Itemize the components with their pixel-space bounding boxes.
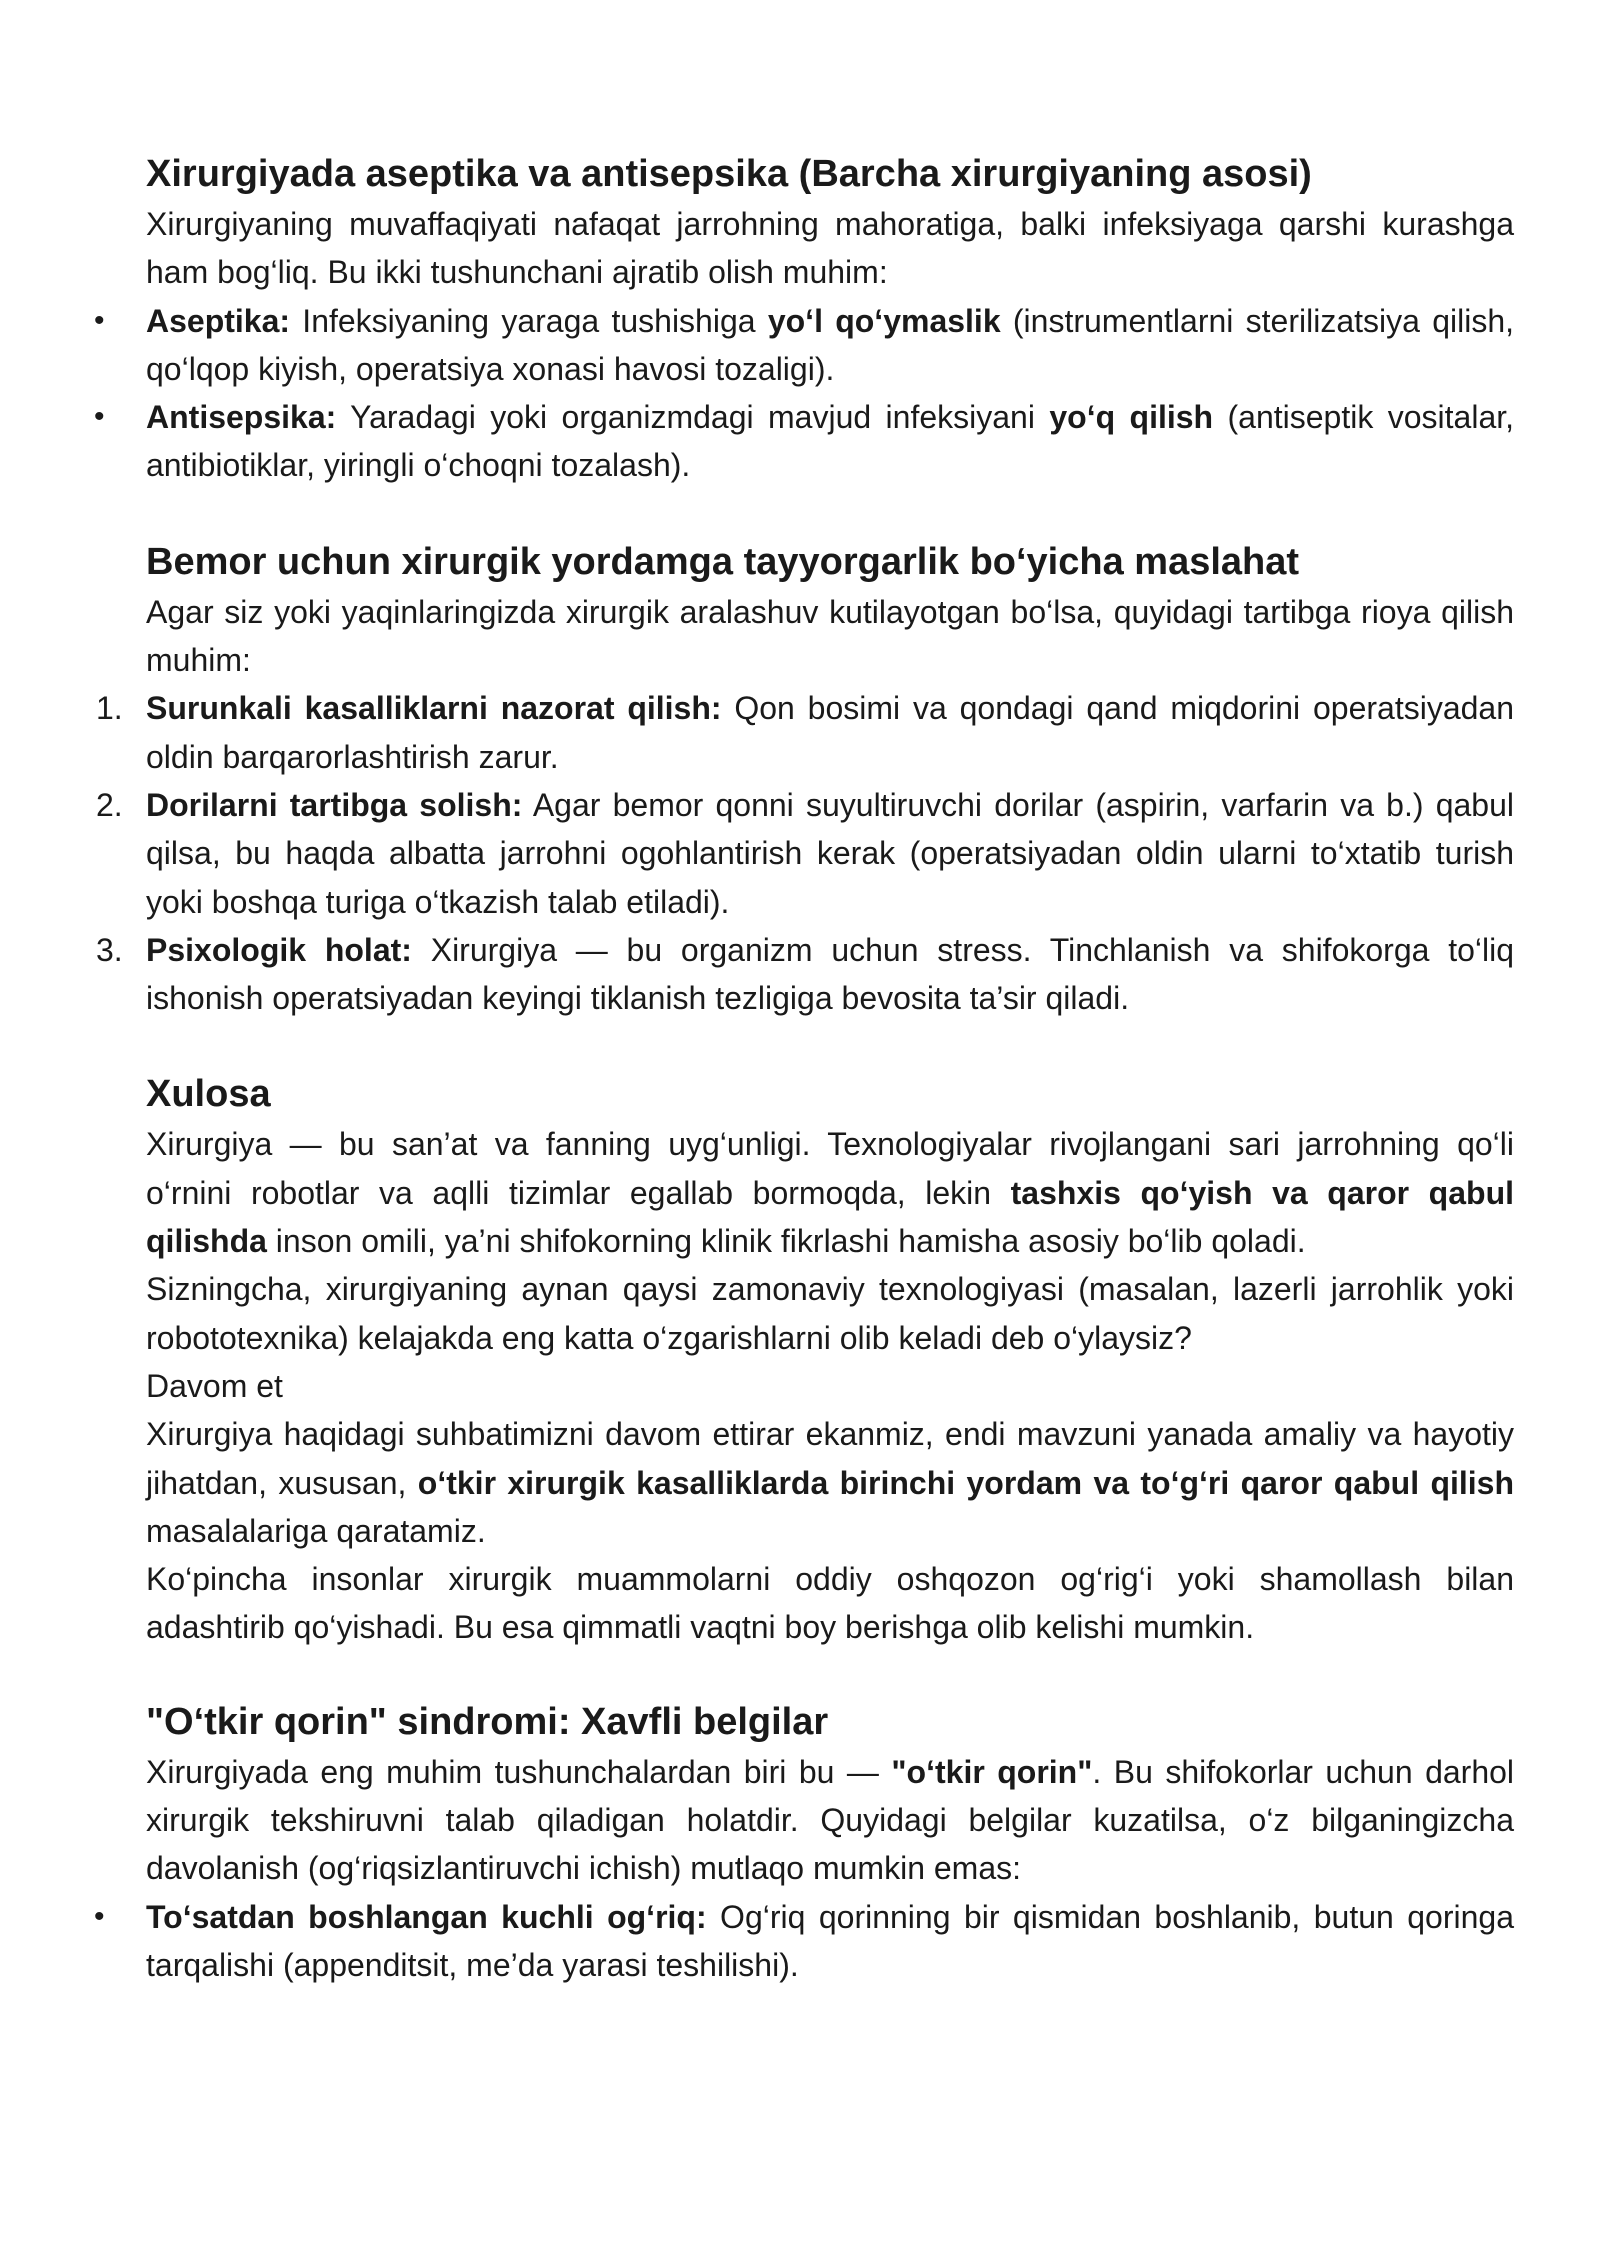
text-span: masalalariga qaratamiz. [146, 1512, 486, 1549]
text-span: Xirurgiyada eng muhim tushunchalardan biri bu — [146, 1753, 892, 1790]
paragraph: Agar siz yoki yaqinlaringizda xirurgik aralashuv kutilayotgan bo‘lsa, quyidagi tartibga rioya qilish muhim: [146, 593, 1514, 679]
list-item [96, 926, 1515, 1023]
term-bold: Antisepsika: [146, 399, 337, 436]
section-title-acute-abdomen: "O‘tkir qorin" sindromi: Xavfli belgilar [146, 1700, 829, 1743]
text-span: Infeksiyaning yaraga tushishiga [290, 302, 768, 339]
text-span: Og‘riq qorinning bir qismidan boshlanib, butun qoringa tarqalishi (appenditsit, me’da yarasi teshilishi). [146, 1898, 1515, 1983]
paragraph: Xirurgiyaning muvaffaqiyati nafaqat jarrohning mahoratiga, balki infeksiyaga qarshi kurashga ham bog‘liq. Bu ikki tushunchani ajratib olish muhim: [146, 206, 1514, 291]
text-span: Qon bosimi va qondagi qand miqdorini operatsiyadan oldin barqarorlashtirish zarur. [146, 690, 1515, 775]
text-span: inson omili, ya’ni shifokorning klinik fikrlashi hamisha asosiy bo‘lib qoladi. [266, 1223, 1306, 1260]
text-span: (instrumentlarni sterilizatsiya qilish, qo‘lqop kiyish, operatsiya xonasi havosi tozaligi). [146, 302, 1515, 387]
bullet-marker: • [94, 1899, 105, 1933]
text-span: Xirurgiya haqidagi suhbatimizni davom ettirar ekanmiz, endi mavzuni yanada amaliy va hayotiy jihatdan, xususan, [146, 1416, 1514, 1501]
emphasis-bold: tashxis qo‘yish va qaror qabul qilishda [146, 1174, 1515, 1260]
text-span: (antiseptik vositalar, antibiotiklar, yiringli o‘choqni tozalash). [146, 399, 1515, 484]
bullet-marker: • [94, 303, 105, 337]
bullet-marker: • [94, 400, 105, 434]
paragraph [146, 1748, 1514, 1893]
emphasis-bold: yo‘q qilish [1049, 399, 1214, 436]
bullet-list [94, 1893, 1515, 1990]
numbered-list [96, 684, 1515, 1022]
emphasis-bold: o‘tkir xirurgik kasalliklarda birinchi yordam va to‘g‘ri qaror qabul qilish [417, 1464, 1515, 1501]
term-bold: Aseptika: [146, 302, 291, 339]
list-item [96, 684, 1515, 781]
document-page [94, 148, 1515, 1989]
text-span: Xirurgiya — bu san’at va fanning uyg‘unligi. Texnologiyalar rivojlangani sari jarrohning qo‘li o‘rnini robotlar va aqlli tizimlar egallab bormoqda, lekin [146, 1126, 1514, 1211]
list-item [94, 1893, 1515, 1990]
paragraph: Sizningcha, xirurgiyaning aynan qaysi zamonaviy texnologiyasi (masalan, lazerli jarrohlik yoki robototexnika) kelajakda eng katta o‘zgarishlarni olib keladi deb o‘ylaysiz? [146, 1271, 1514, 1356]
section-title-conclusion: Xulosa [146, 1073, 271, 1116]
list-item [94, 393, 1515, 490]
text-span: Xirurgiya — bu organizm uchun stress. Tinchlanish va shifokorga to‘liq ishonish operatsiyadan keyingi tiklanish tezligiga bevosita ta’sir qiladi. [146, 931, 1515, 1017]
list-item [94, 297, 1515, 394]
list-number: 1. [96, 690, 123, 727]
list-number: 2. [96, 786, 123, 823]
section-title-preparation: Bemor uchun xirurgik yordamga tayyorgarlik bo‘yicha maslahat [146, 540, 1300, 583]
paragraph [146, 1120, 1514, 1265]
section-title-asepsis: Xirurgiyada aseptika va antisepsika (Barcha xirurgiyaning asosi) [146, 153, 1312, 195]
emphasis-bold: "o‘tkir qorin" [891, 1753, 1093, 1790]
text-span: . Bu shifokorlar uchun darhol xirurgik tekshiruvni talab qiladigan holatdir. Quyidagi belgilar kuzatilsa, o‘z bilganingizcha davolanish (og‘riqsizlantiruvchi ichish) mutlaqo mumkin emas: [146, 1753, 1515, 1887]
list-item [96, 781, 1515, 926]
bullet-list [94, 297, 1515, 490]
emphasis-bold: yo‘l qo‘ymaslik [767, 302, 1001, 339]
paragraph [146, 1410, 1514, 1555]
list-number: 3. [96, 931, 123, 968]
paragraph: Davom et [146, 1367, 283, 1404]
term-bold: To‘satdan boshlangan kuchli og‘riq: [146, 1898, 707, 1935]
term-bold: Psixologik holat: [146, 931, 412, 968]
text-span: Agar bemor qonni suyultiruvchi dorilar (aspirin, varfarin va b.) qabul qilsa, bu haqda albatta jarrohni ogohlantirish kerak (operatsiyadan oldin ularni to‘xtatib turish yoki boshqa turiga o‘tkazish talab etiladi). [146, 786, 1515, 920]
text-span: Yaradagi yoki organizmdagi mavjud infeksiyani [336, 399, 1050, 436]
term-bold: Surunkali kasalliklarni nazorat qilish: [146, 690, 722, 727]
paragraph: Ko‘pincha insonlar xirurgik muammolarni oddiy oshqozon og‘rig‘i yoki shamollash bilan adashtirib qo‘yishadi. Bu esa qimmatli vaqtni boy berishga olib kelishi mumkin. [146, 1561, 1514, 1646]
term-bold: Dorilarni tartibga solish: [146, 786, 523, 823]
